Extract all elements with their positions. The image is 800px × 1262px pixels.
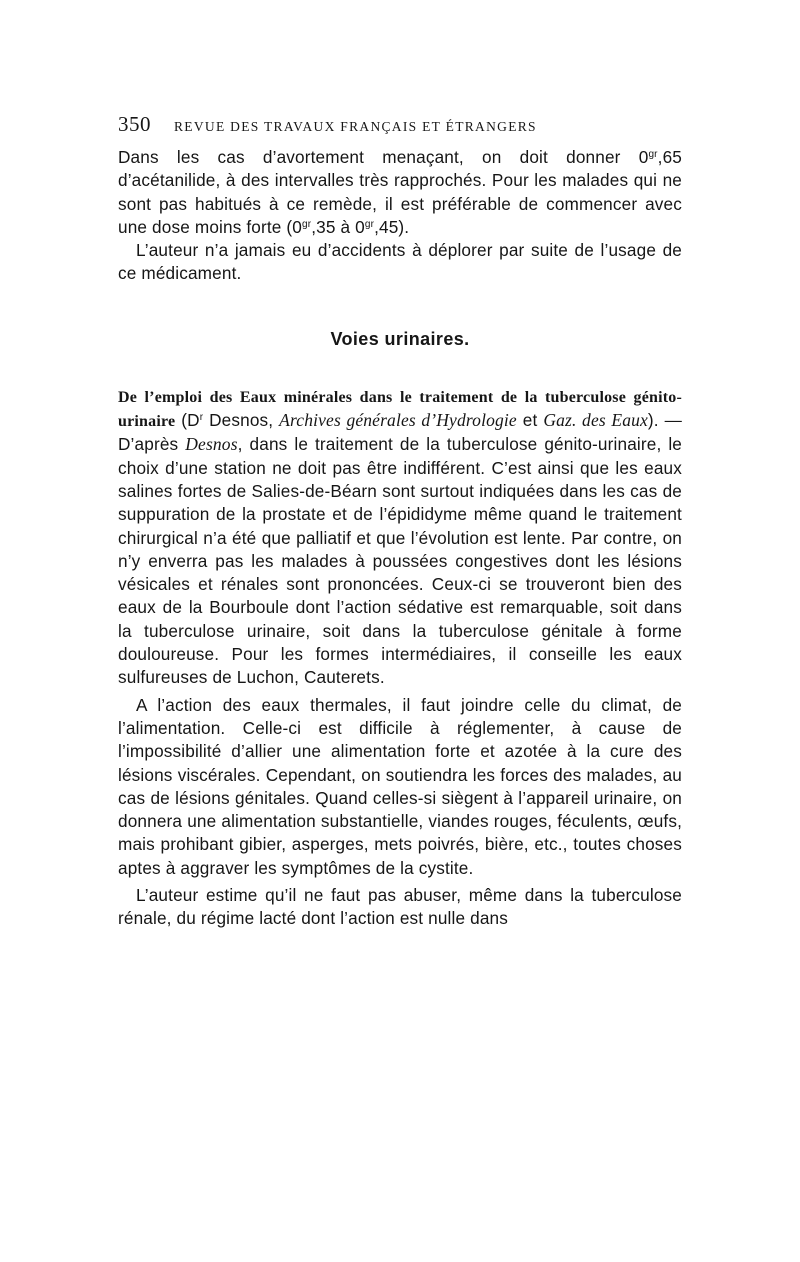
text-run: ,65 d’acétanilide, à des intervalles très rapprochés. Pour les malades qui ne sont pas habitués à ce remède, il est préférable de commencer avec une dose moins forte (0 xyxy=(118,147,682,237)
text-run: ,35 à 0 xyxy=(311,216,365,237)
text-run: ,45). xyxy=(374,216,410,237)
paragraph-milk-regime: L’auteur estime qu’il ne faut pas abuser, même dans la tuberculose rénale, du régime lacté dont l’action est nulle dans xyxy=(118,885,682,929)
paragraph-acetanilide-dosage xyxy=(118,146,682,239)
text-run: et xyxy=(516,410,544,431)
journal-title: Gaz. des Eaux xyxy=(543,410,648,431)
article-author: Desnos, xyxy=(203,410,280,431)
paragraph-climate-diet: A l’action des eaux thermales, il faut joindre celle du climat, de l’alimentation. Celle-ci est difficile à réglementer, à cause de l’impossibilité d’allier une alimentation forte et azotée à la cure des lésions viscérales. Cependant, on soutiendra les forces des malades, au cas de lésions génitales. Quand celles-si siègent à l’appareil urinaire, on donnera une alimentation substantielle, viandes rouges, féculents, œufs, mais prohibant gibier, asperges, mets poivrés, bière, etc., toutes choses aptes à aggraver les symptômes de la cystite. xyxy=(118,694,682,878)
paragraph-no-accidents: L’auteur n’a jamais eu d’accidents à déplorer par suite de l’usage de ce médicament. xyxy=(118,240,682,284)
unit-gr: gr xyxy=(302,218,312,230)
text-run: Dans les cas d’avortement menaçant, on doit donner 0 xyxy=(118,147,649,167)
running-title: REVUE DES TRAVAUX FRANÇAIS ET ÉTRANGERS xyxy=(174,119,537,134)
running-head xyxy=(118,112,682,142)
text-run: (D xyxy=(175,410,200,431)
author-title-sup: r xyxy=(199,412,204,424)
article-body: , dans le traitement de la tuberculose génito-urinaire, le choix d’une station ne doit pas être indifférent. C’est ainsi que les eaux salines fortes de Salies-de-Béarn sont surtout indiquées dans les cas de suppuration de la prostate et de l’épididyme même quand le traitement chirurgical n’a été que palliatif et que l’évolution est lente. Par contre, on n’y enverra pas les malades à poussées congestives dont les lésions vésicales et rénales sont prononcées. Ceux-ci se trouveront bien des eaux de la Bourboule dont l’action sédative est remarquable, soit dans la tuberculose urinaire, soit dans la tuberculose génitale à forme douloureuse. Pour les formes intermédiaires, il conseille les eaux sulfureuses de Luchon, Cauterets. xyxy=(118,434,683,688)
unit-gr: gr xyxy=(364,218,375,230)
journal-title: Archives générales d’Hydrologie xyxy=(279,410,517,431)
page-number: 350 xyxy=(118,112,151,136)
article-heading: De l’emploi des Eaux minérales dans le traitement de la tuberculose génito-urinaire xyxy=(118,388,682,431)
body-text xyxy=(118,146,682,931)
author-italic: Desnos xyxy=(185,434,238,455)
article-summary xyxy=(118,385,682,690)
unit-gr: gr xyxy=(648,149,658,160)
book-page xyxy=(118,112,682,931)
section-title: Voies urinaires. xyxy=(330,328,470,349)
text-run: ). — D’après xyxy=(118,410,682,455)
